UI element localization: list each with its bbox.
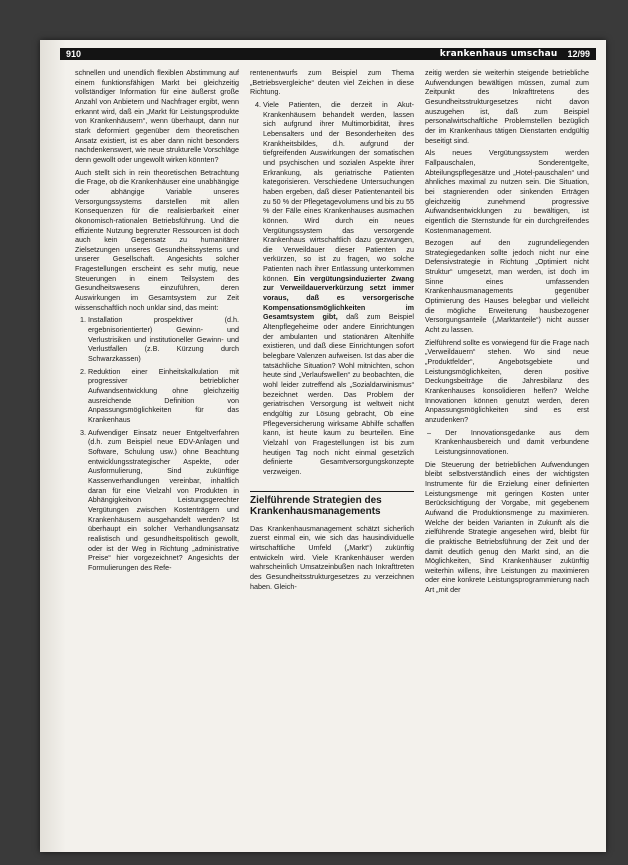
paragraph: Die Steuerung der betrieblichen Aufwendungen bleibt selbstverständlich eines der wichtigsten Instrumente für die Erzielung einer definierten Leistungsmenge mit geringen Kosten unter Berücksichtigung der Vorgabe, mit gegebenem Aufwand die Produktionsmenge zu maximieren. Welche der beiden Varianten in Zukunft als die zielführende Strategie angesehen wird, bleibt für die praktische Betriebsführung der Zeit und der damit deutlich genug den Markt sind, an die Möglichkeiten, Sind Krankenhäuser zukünftig weiterhin willens, ihre Leistungen zu maximieren oder eine konkrete Leistungsprogrammierung nach Art „mit der <box>425 459 589 595</box>
page-spine-shadow <box>40 40 66 852</box>
paragraph: rentenentwurfs zum Beispiel zum Thema „Betriebsvergleiche“ deuten viel Zeichen in diese Richtung. <box>250 68 414 97</box>
paragraph: schnellen und unendlich flexiblen Abstimmung auf einem funktionsfähigen Markt bei gleichzeitig vollständiger Information für eine äußerst große Anzahl von Anbietern und Nachfrager ergibt, wenn erkannt wird, daß ein „Markt für Leistungsprodukte von Krankenhäusern“, wenn überhaupt, dann nur stark deformiert gegenüber dem theoretischen Ansatz existiert, ist es aber dann nicht besonders nachdenkenswert, wie neue strukturelle Vorschläge denn gewollt oder ungewollt wirken könnten? <box>75 68 239 164</box>
paragraph: Auch stellt sich in rein theoretischen Betrachtung die Frage, ob die Krankenhäuser eine unabhängige oder abhängige Variable unseres Versorgungssystems darstellen mit allen Konsequenzen für die realisierbarkeit einer ökonomisch-rationalen Betriebsführung. Und die effiziente Nutzung begrenzter Ressourcen ist doch auch kein Gegensatz zu humanitärer Zielsetzungen unseres Gesundheitssystems und unserer Gesellschaft. Angesichts solcher Fragestellungen erscheint es sehr mutig, neue Steuerungen in einem Teilsystem des Gesundheitswesens einzuführen, deren Auswirkungen im Gesamtsystem zur Zeit wissenschaftlich noch unklar sind, das meint: <box>75 167 239 312</box>
paragraph: Als neues Vergütungssystem werden Fallpauschalen, Sonderentgelte, Abteilungspflegesätze und „Hotel-pauschalen“ und ähnliches maximal zu nutzen sein. Die Situation, bei stagnierenden oder sinkenden Erträgen gleichzeitig zunehmend progressive Aufwandsentwicklungen zu bewältigen, ist eigentlich die Sternstunde für ein durchgreifendes Kostenmanagement. <box>425 148 589 235</box>
document-page <box>40 40 606 852</box>
text-column-2 <box>250 68 414 840</box>
list-item: – Der Innovationsgedanke aus dem Krankenhausbereich und damit verbundene Leistungsinnovationen. <box>435 428 589 457</box>
numbered-list <box>250 100 414 477</box>
list-item: 2. Reduktion einer Einheitskalkulation mit progressiver betrieblicher Aufwandsentwicklung ohne gleichzeitig ausreichende Definition von Anpassungsmöglichkeiten für das Krankenhaus <box>88 367 239 425</box>
text-column-3 <box>425 68 589 840</box>
numbered-list <box>75 315 239 572</box>
bullet-list <box>425 428 589 457</box>
paragraph: Das Krankenhausmanagement schätzt sicherlich zuerst einmal ein, wie sich das hausindividuelle wirtschaftliche Umfeld („Markt“) zukünftig entwickeln wird. Viele Krankenhäuser werden wahrscheinlich Umsatzeinbußen nach Inkrafttreten des Gesundheitsstrukturgesetzes zu verzeichnen haben. Gleich- <box>250 523 414 591</box>
paragraph: Zielführend sollte es vorwiegend für die Frage nach „Verweildauern“ stehen. Wo sind neue „Produktfelder“, Angebotsgebiete und Leistungsmöglichkeiten, deren positive Deckungsbeiträge die Jahresbilanz des Krankenhauses konsolidieren helfen? Welche Innovationen können genutzt werden, deren Anpassungsmöglichkeiten sind es erst anzudenken? <box>425 337 589 424</box>
list-item: 1. Installation prospektiver (d.h. ergebnisorientierter) Gewinn- und Verlustrisiken und institutioneller Gewinn- und Verlustfallen (z.B. Kürzung durch Schwarzkassen) <box>88 315 239 363</box>
bold-emphasis: Ein vergütungsinduzierter Zwang zur Verweildauerverkürzung setzt immer voraus, daß es versorgerische Kompensationsmöglichkeiten im Gesamtsystem gibt, <box>263 273 414 322</box>
issue-number: 12/99 <box>567 49 590 59</box>
journal-title: krankenhaus umschau <box>439 49 558 59</box>
list-item: 3. Aufwendiger Einsatz neuer Entgeltverfahren (d.h. zum Beispiel neue EDV-Anlagen und Software, Schulung usw.) ohne Beachtung entwicklungsstrategischer Aspekte, oder Ausformulierung, Sind zukünftige Kassenverhandlungen vereinbar, inhaltlich daran für eine Vielzahl von Produkten in Abhängigkeitvon Leistungsgerechter Vergütungen zwischen Kostenträgern und Krankenhäusern ausgehandelt werden? Ist überhaupt ein solcher Verhandlungsansatz realistisch und gesundheitspolitisch gewollt, oder ist der Weg in Richtung „administrative Preise“ hier vorgezeichnet? Angesichts der Formulierungen des Refe- <box>88 428 239 573</box>
page-number: 910 <box>66 49 82 59</box>
text-column-1 <box>75 68 239 840</box>
paragraph: Bezogen auf den zugrundeliegenden Strategiegedanken sollte jedoch nicht nur eine Defensivstrategie in Richtung „Optimiert nicht Struktur“ umgesetzt, man werden, ist doch im Sinne eines umfassenden Krankenhausmanagements gegenüber Optimierung des Hauses belegbar und vielleicht die mögliche Erweiterung hausbezogener Versorgungsanteile („Marktanteile“) nicht ausser Acht zu lassen. <box>425 238 589 335</box>
paragraph: zeitig werden sie weiterhin steigende betriebliche Aufwendungen bewältigen müssen, zumal zum Zeitpunkt des Inkrafttretens des Gesundheitsstrukturgesetzes nicht davon auszugehen ist, daß zum Beispiel personalwirtschaftliche Problemstellen bezüglich der im Krankenhaus tätigen Dienstarten endgültig beseitigt sind. <box>425 68 589 145</box>
section-heading: Zielführende Strategien des Krankenhausmanagements <box>250 491 414 518</box>
running-header <box>60 48 596 60</box>
list-item <box>263 100 414 477</box>
list-item-text: Viele Patienten, die derzeit in Akut-Krankenhäusern behandelt werden, lassen sich aufgrund ihrer Multimorbidität, ihres Lebensalters und der Besonderheiten des Krankheitsbildes, d.h. aufgrund der tiefgreifenden Auswirkungen der somatischen und psychischen und sozialen Aspekte ihrer Erkrankung, als geriatrische Patienten kategorisieren. Verschiedene Untersuchungen haben ergeben, daß dieser Patientenanteil bis zu 50 % der Pflegetagevolumens und bis zu 55 % der Fälle eines Krankenhauses ausmachen können. Wird durch ein neues Vergütungssystem das versorgende Krankenhaus wirtschaftlich dazu gezwungen, die Verweildauer dieser Patienten zu verkürzen, so ist zu fragen, wo solche Patienten nach ihrer Entlassung unterkommen können. <box>263 99 414 283</box>
list-item-text: daß zum Beispiel Altenpflegeheime oder andere Einrichtungen der ambulanten und stationären Altenhilfe existieren, und daß diese Einrichtungen sofort belegbare Valenzen aufweisen. Ist das aber die tatsächliche Situation? Wohl mitnichten, schon heute sind „Verlaufswellen“ zu beobachten, die wohl leider zutreffend als „Sozialdarwinismus“ bezeichnet werden. Das Problem der geriatrischen Versorgung ist weltweit nicht endgültig zur Lösung gebracht, Ob eine Pflegeversicherung wirksame Abhilfe schaffen kann, ist heute kaum zu beurteilen. Eine Vielzahl von Fragestellungen ist bis zum heutigen Tag noch nicht einmal gesetzlich definierte Gesamtversorgungskonzepte verzweigen. <box>263 312 414 476</box>
